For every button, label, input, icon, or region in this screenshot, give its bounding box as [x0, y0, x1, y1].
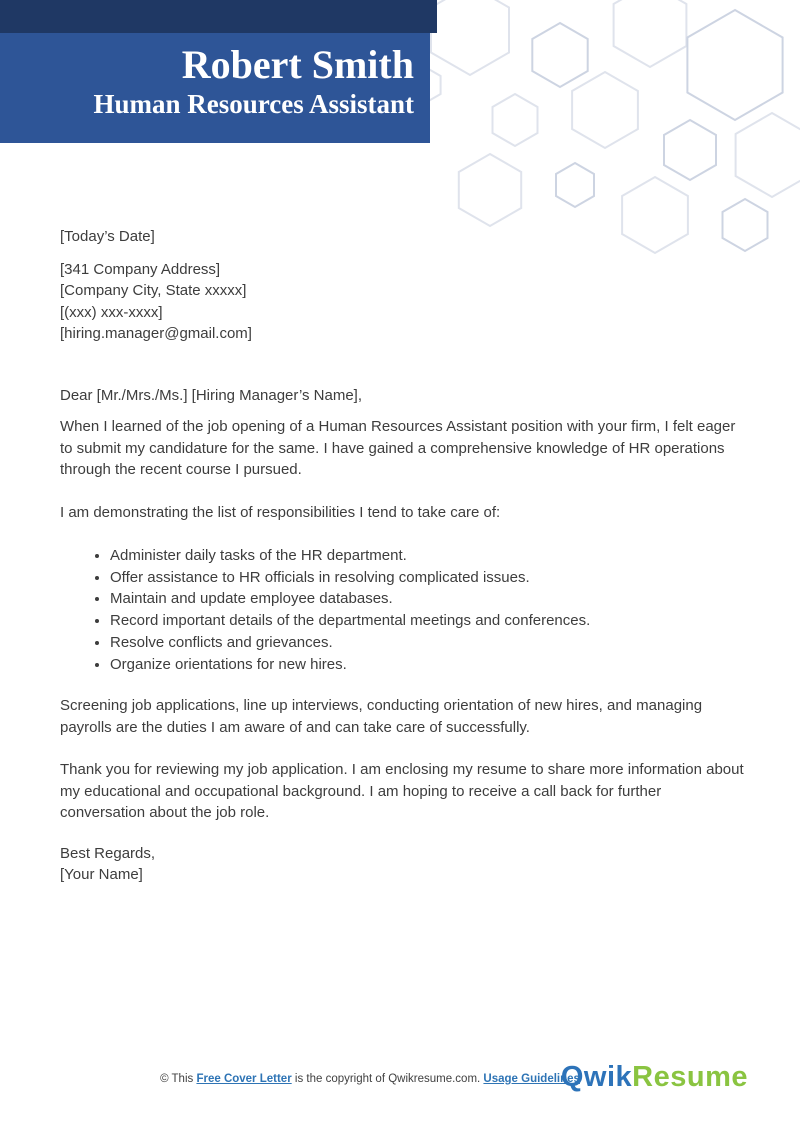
copyright-prefix: © This [160, 1073, 197, 1085]
bullet-item: • Organize orientations for new hires. [110, 654, 750, 676]
bullet-list [60, 545, 750, 675]
bullet-item: • Record important details of the departmental meetings and conferences. [110, 610, 750, 632]
paragraph-intro: When I learned of the job opening of a Human Resources Assistant position with your firm, I felt eager to submit my candidature for the same. I have gained a comprehensive knowledge of HR operations through the recent course I pursued. [60, 418, 736, 478]
bullet-item: • Resolve conflicts and grievances. [110, 632, 750, 654]
logo-resume-text: Resume [632, 1061, 748, 1093]
hexagon-pattern [400, 0, 800, 255]
banner-top-strip [0, 0, 437, 33]
person-title: Human Resources Assistant [93, 89, 414, 119]
letter-body [60, 226, 750, 886]
salutation: Dear [Mr./Mrs./Ms.] [Hiring Manager’s Name], [60, 386, 363, 404]
footer [0, 1060, 800, 1110]
paragraph-responsibilities-lead: I am demonstrating the list of responsibilities I tend to take care of: [60, 503, 501, 521]
address-line: [Company City, State xxxxx] [60, 282, 247, 299]
address-line: [hiring.manager@gmail.com] [60, 325, 252, 342]
address-block [60, 259, 750, 345]
bullet-item: • Administer daily tasks of the HR department. [110, 545, 750, 567]
copyright-middle: is the copyright of Qwikresume.com. [291, 1073, 484, 1085]
address-line: [341 Company Address] [60, 260, 221, 278]
signature: [Your Name] [60, 866, 143, 884]
date-line: [Today’s Date] [60, 228, 155, 245]
logo-qwik-text: Qwik [560, 1061, 633, 1093]
header-banner [0, 33, 430, 143]
qwikresume-logo [561, 1061, 748, 1094]
person-name: Robert Smith [181, 42, 414, 87]
closing: Best Regards, [60, 844, 156, 862]
paragraph-duties: Screening job applications, line up interviews, conducting orientation of new hires, and managing payrolls are the duties I am aware of and can take care of successfully. [60, 697, 703, 736]
address-line: [(xxx) xxx-xxxx] [60, 303, 163, 321]
free-cover-letter-link[interactable]: Free Cover Letter [196, 1073, 292, 1085]
bullet-item: • Offer assistance to HR officials in resolving complicated issues. [110, 567, 750, 589]
paragraph-thanks: Thank you for reviewing my job application. I am enclosing my resume to share more information about my educational and occupational background. I am hoping to receive a call back for further conversation about the job role. [60, 761, 744, 822]
bullet-item: • Maintain and update employee databases. [110, 588, 750, 610]
usage-guidelines-link[interactable]: Usage Guidelines [483, 1073, 580, 1085]
